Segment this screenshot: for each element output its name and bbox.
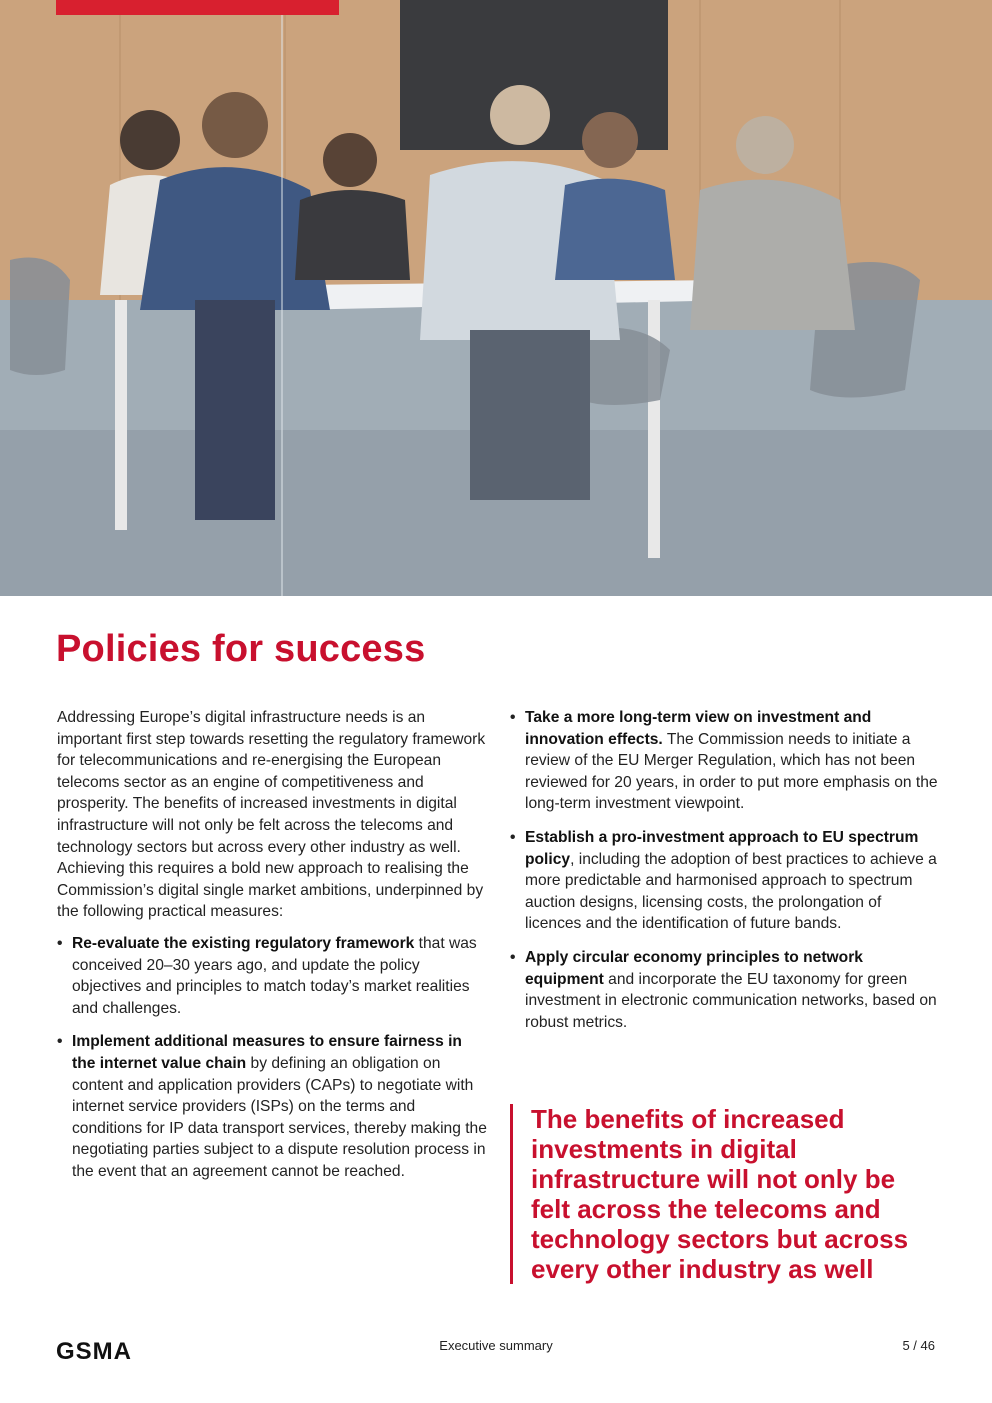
svg-text:GSMA: GSMA bbox=[56, 1338, 132, 1364]
right-bullet-list bbox=[510, 707, 940, 1033]
list-item bbox=[510, 947, 940, 1033]
bullet-heading: Take a more long-term view on investment and innovation effects. bbox=[525, 709, 872, 748]
list-item bbox=[510, 707, 940, 815]
bullet-heading: Implement additional measures to ensure fairness in the internet value chain bbox=[72, 1033, 462, 1072]
intro-paragraph: Addressing Europe’s digital infrastructure needs is an important first step towards resetting the regulatory framework for telecommunications and re-energising the European telecoms sector as an engine of competitiveness and prosperity. The benefits of increased investments in digital infrastructure will not only be felt across the telecoms and technology sectors but across every other industry as well. Achieving this requires a bold new approach to realising the Commission’s digital single market ambitions, underpinned by the following practical measures: bbox=[57, 709, 486, 921]
meeting-room-illustration bbox=[0, 0, 992, 596]
bullet-text: by defining an obligation on content and application providers (CAPs) to negotiate with internet service providers (ISPs) on the terms and conditions for IP data transport services, thereby making the negotiating parties subject to a dispute resolution process in the event that an agreement cannot be reached. bbox=[72, 1054, 487, 1180]
list-item bbox=[57, 1031, 487, 1182]
list-item bbox=[510, 827, 940, 935]
page-number: 5 / 46 bbox=[902, 1338, 935, 1353]
bullet-text: The Commission needs to initiate a review of the EU Merger Regulation, which has not been reviewed for 20 years, in order to put more emphasis on the long-term investment viewpoint. bbox=[525, 730, 938, 813]
list-item bbox=[57, 933, 487, 1019]
right-column bbox=[510, 707, 940, 1045]
bullet-text: that was conceived 20–30 years ago, and update the policy objectives and principles to match today’s market realities and challenges. bbox=[72, 934, 477, 1017]
bullet-text: , including the adoption of best practices to achieve a more predictable and harmonised approach to spectrum auction designs, licensing costs, the prolongation of licences and the identification of future bands. bbox=[525, 850, 937, 933]
left-column bbox=[57, 707, 487, 1194]
left-bullet-list bbox=[57, 933, 487, 1183]
page-title: Policies for success bbox=[56, 628, 426, 670]
bullet-heading: Apply circular economy principles to network equipment bbox=[525, 948, 863, 988]
hero-photo bbox=[0, 0, 992, 596]
footer-section-label: Executive summary bbox=[439, 1338, 553, 1353]
red-header-tab bbox=[56, 0, 339, 15]
bullet-heading: Establish a pro-investment approach to EU spectrum policy bbox=[525, 828, 919, 868]
bullet-text: and incorporate the EU taxonomy for green investment in electronic communication networks, based on robust metrics. bbox=[525, 970, 937, 1031]
bullet-heading: Re-evaluate the existing regulatory framework bbox=[72, 934, 415, 952]
pull-quote: The benefits of increased investments in digital infrastructure will not only be felt across the telecoms and technology sectors but across every other industry as well bbox=[510, 1104, 940, 1284]
